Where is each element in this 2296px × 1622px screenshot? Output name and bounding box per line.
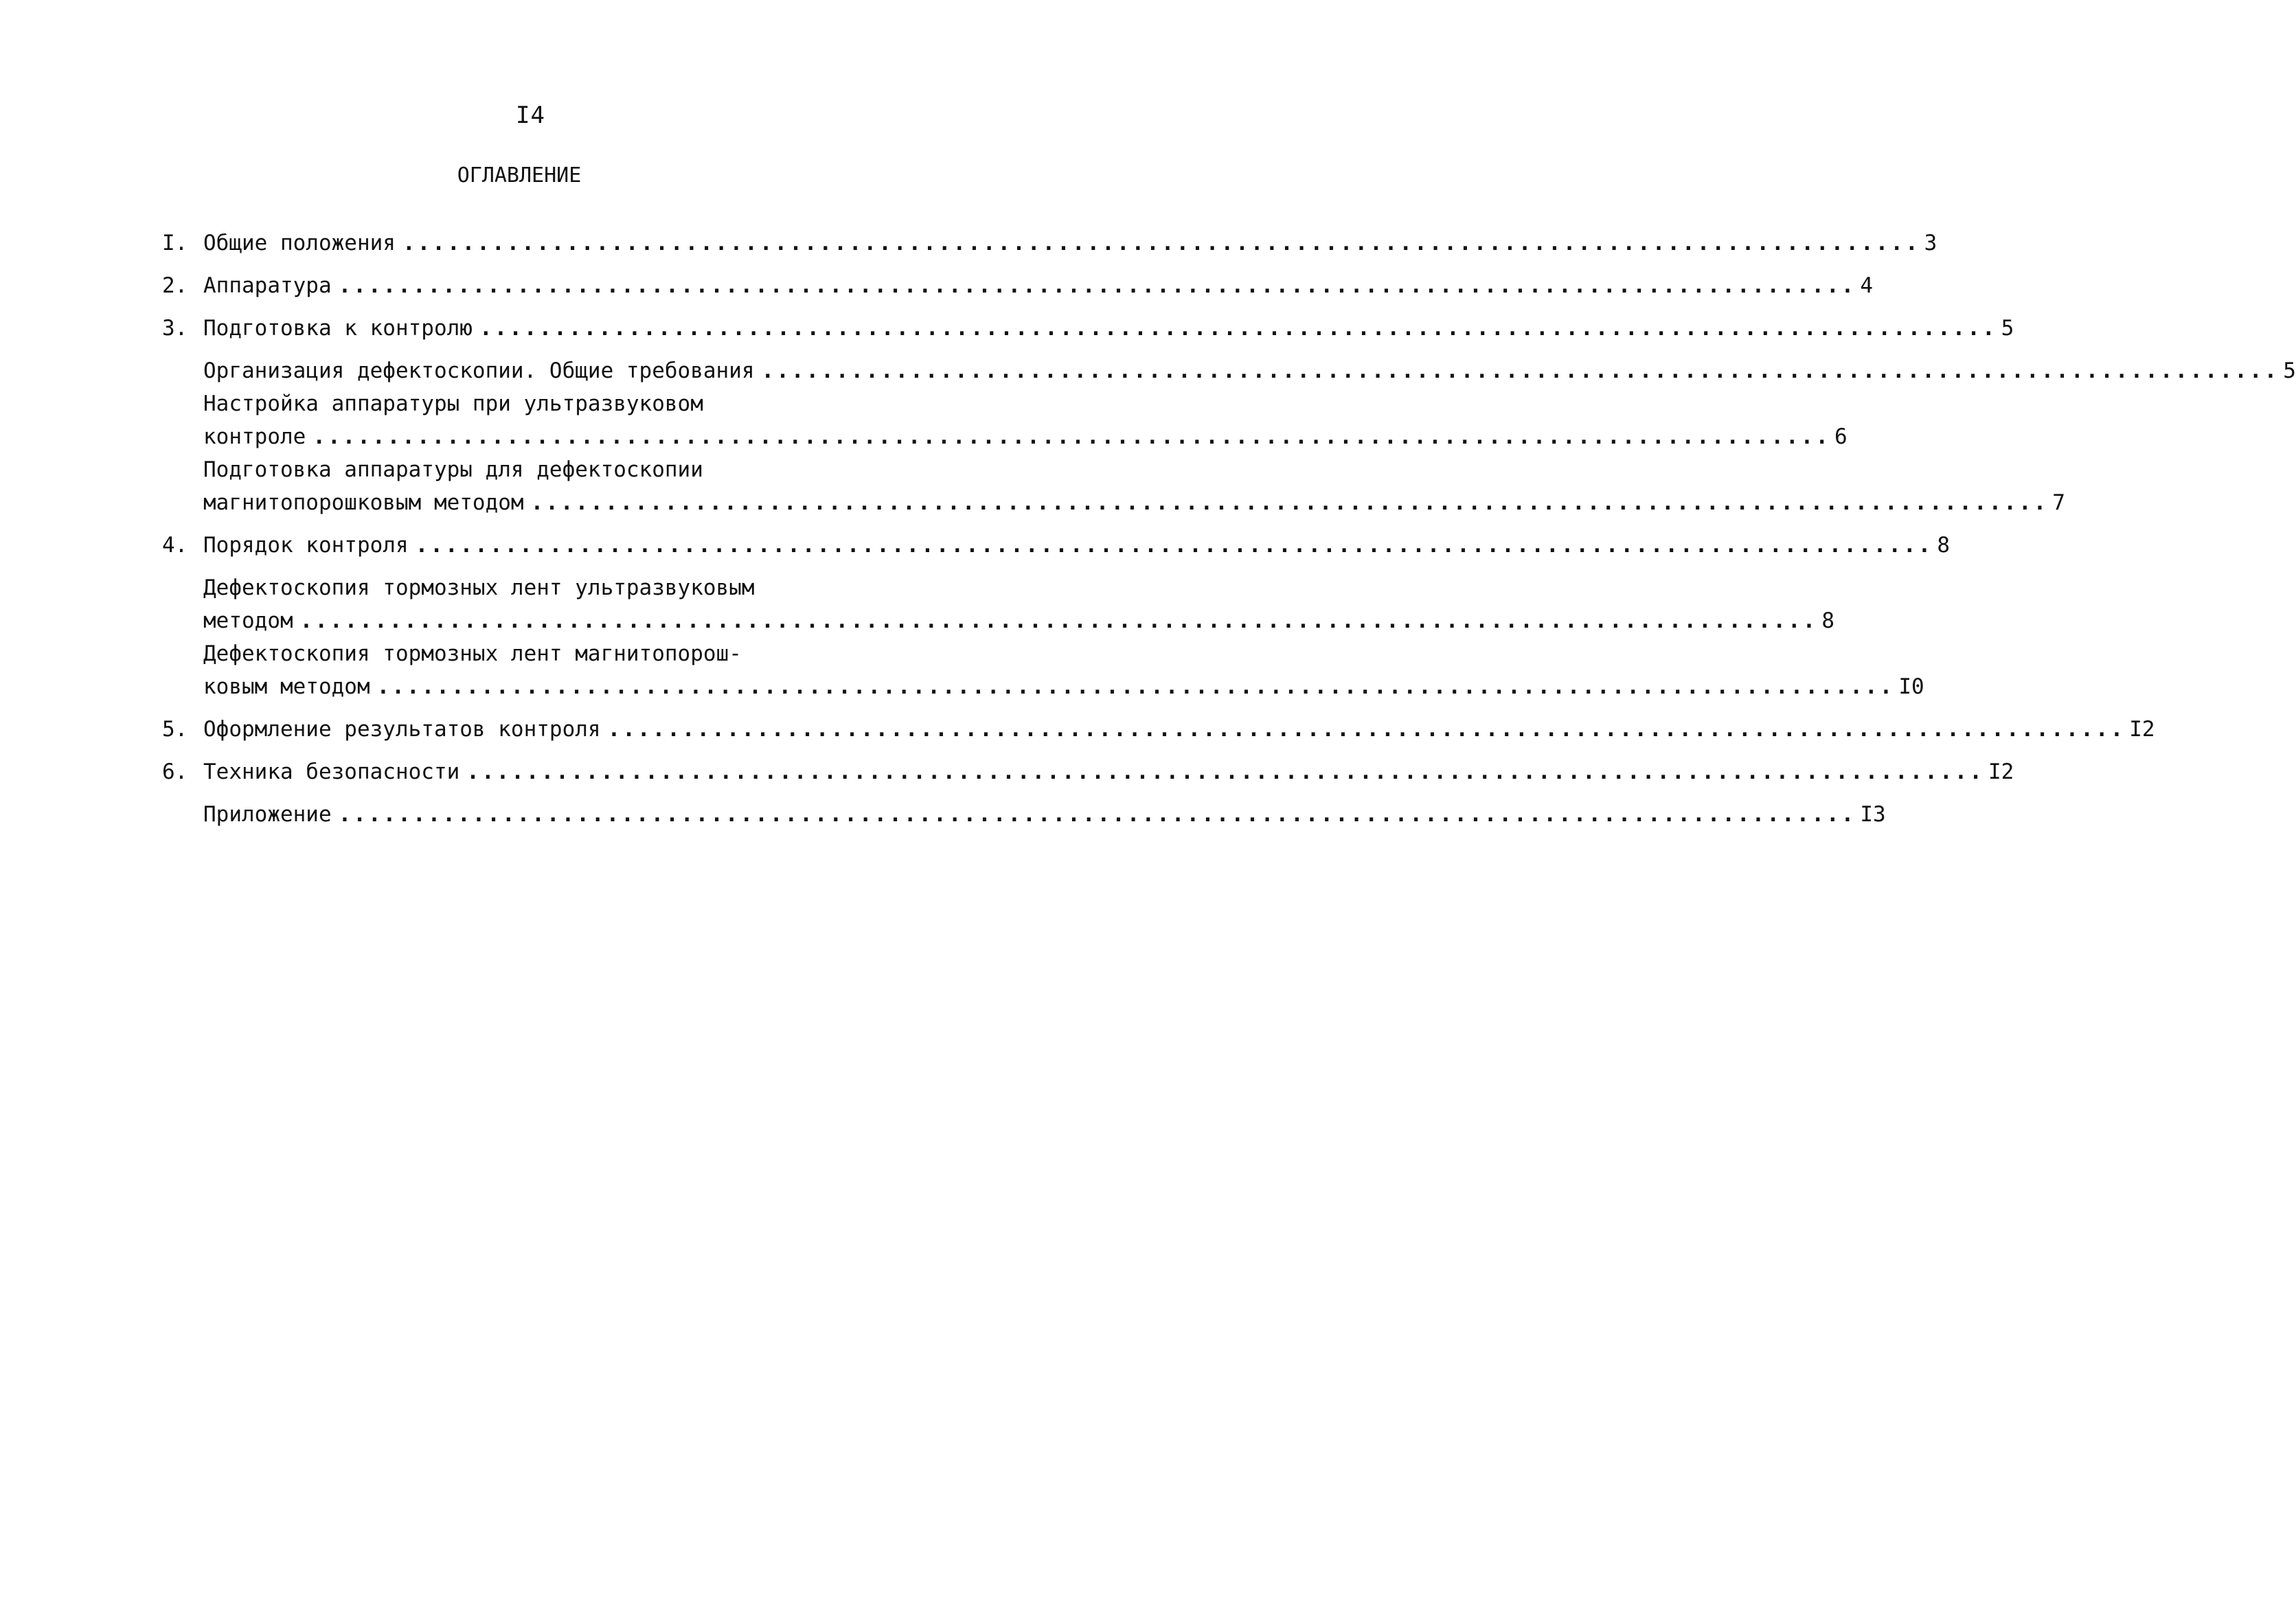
toc-entry-title: Аппаратура	[203, 273, 332, 298]
toc-subentry-line	[162, 637, 1036, 670]
dot-leader: ......................................................................................................	[415, 533, 1933, 558]
toc-subentry-title-cont: магнитопорошковым методом	[203, 490, 524, 515]
toc-subentry-line	[162, 571, 1036, 604]
toc-entry	[162, 227, 1937, 260]
toc-subentry-title-cont: контроле	[203, 424, 306, 449]
dot-leader: ......................................................................................................	[466, 759, 1984, 784]
toc-entry-appendix	[162, 798, 1886, 831]
toc-entry-page: 5	[2283, 358, 2296, 383]
dot-leader: ......................................................................................................	[338, 802, 1856, 827]
toc-subentry-title: Подготовка аппаратуры для дефектоскопии	[203, 457, 703, 482]
toc-entry-number: I.	[162, 231, 188, 255]
toc-subentry	[162, 354, 2296, 387]
toc-entry-page: I0	[1898, 674, 1924, 699]
toc-subentry-title-cont: ковым методом	[203, 674, 370, 699]
dot-leader: ......................................................................................................	[402, 231, 1920, 255]
toc-subentry-title: Организация дефектоскопии. Общие требования	[203, 358, 755, 383]
toc-entry	[162, 755, 2014, 788]
toc-entry-number: 5.	[162, 717, 188, 742]
toc-entry-page: 8	[1937, 533, 1950, 558]
toc-entry-title: Порядок контроля	[203, 533, 409, 558]
toc-entry-title: Оформление результатов контроля	[203, 717, 601, 742]
toc-entry-title: Приложение	[203, 802, 332, 827]
toc-entry-number: 6.	[162, 759, 188, 784]
toc-entry-page: 6	[1834, 424, 1848, 449]
toc-entry-page: 7	[2052, 490, 2065, 515]
toc-subentry-title: Дефектоскопия тормозных лент магнитопорош-	[203, 641, 742, 666]
toc-entry	[162, 529, 1950, 562]
toc-entry-title: Общие положения	[203, 231, 396, 255]
toc-entry-page: 3	[1924, 231, 1937, 255]
toc-entry	[162, 312, 2014, 345]
toc-entry-title: Подготовка к контролю	[203, 316, 473, 341]
toc-subentry-line	[162, 387, 1036, 420]
toc-entry-title: Техника безопасности	[203, 759, 460, 784]
toc-subentry	[162, 486, 2065, 519]
dot-leader: ......................................................................................................	[607, 717, 2126, 742]
toc-entry-page: I2	[2129, 717, 2155, 742]
toc-subentry-title-cont: методом	[203, 608, 293, 633]
toc-entry-number: 4.	[162, 533, 188, 558]
toc-subentry	[162, 670, 1924, 703]
toc-subentry	[162, 604, 1835, 637]
toc-subentry-title: Дефектоскопия тормозных лент ультразвуковым	[203, 575, 755, 600]
table-of-contents	[162, 227, 2296, 831]
dot-leader: ......................................................................................................	[479, 316, 1997, 341]
dot-leader: ......................................................................................................	[761, 358, 2280, 383]
dot-leader: ......................................................................................................	[299, 608, 1818, 633]
toc-title: ОГЛАВЛЕНИЕ	[457, 163, 582, 187]
dot-leader: ......................................................................................................	[530, 490, 2049, 515]
toc-entry	[162, 713, 2155, 746]
toc-entry	[162, 269, 1873, 302]
dot-leader: ......................................................................................................	[338, 273, 1856, 298]
dot-leader: ......................................................................................................	[312, 424, 1830, 449]
toc-entry-number: 3.	[162, 316, 188, 341]
toc-entry-page: 5	[2001, 316, 2014, 341]
toc-entry-page: 4	[1860, 273, 1873, 298]
page-number: I4	[516, 102, 545, 129]
toc-entry-number: 2.	[162, 273, 188, 298]
toc-subentry-title: Настройка аппаратуры при ультразвуковом	[203, 391, 703, 416]
toc-entry-page: 8	[1821, 608, 1835, 633]
toc-entry-page: I2	[1988, 759, 2014, 784]
dot-leader: ......................................................................................................	[376, 674, 1895, 699]
toc-subentry-line	[162, 453, 1036, 486]
toc-subentry	[162, 420, 1848, 453]
toc-entry-page: I3	[1860, 802, 1886, 827]
